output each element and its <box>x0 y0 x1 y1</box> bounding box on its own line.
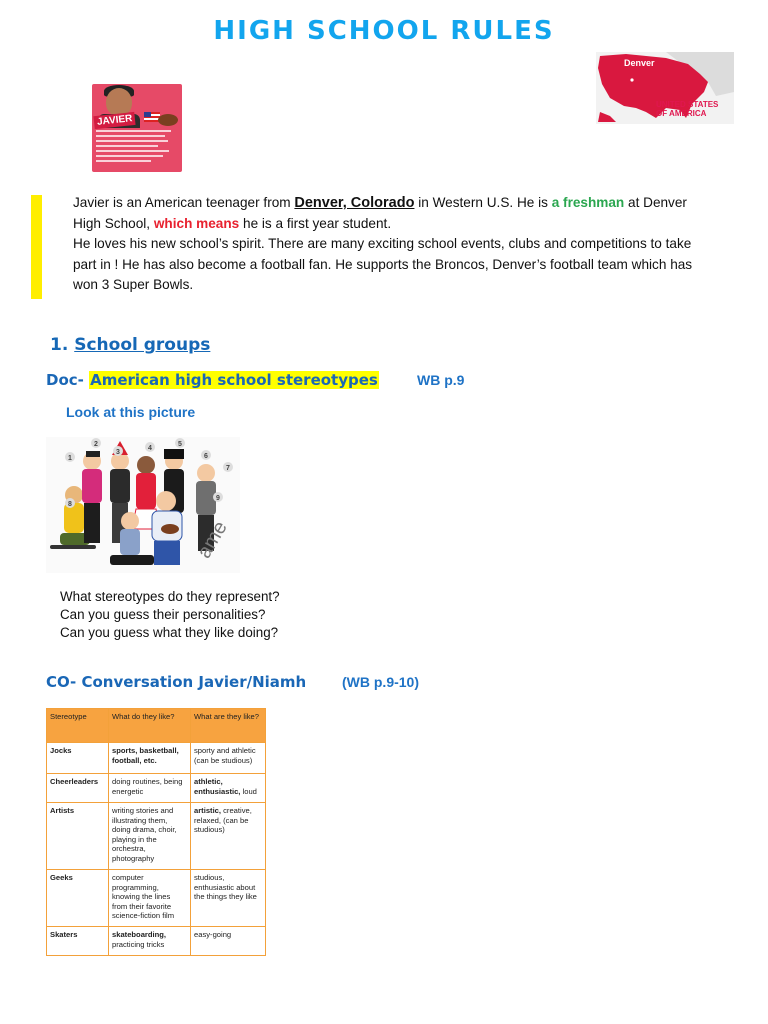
svg-text:2: 2 <box>94 441 98 448</box>
table-row <box>47 927 266 956</box>
intro-paragraph-1 <box>73 193 713 234</box>
person-2 <box>82 451 102 543</box>
svg-text:4: 4 <box>148 445 152 452</box>
section-heading <box>50 335 210 355</box>
javier-profile-card-image <box>92 84 182 172</box>
column-header: What are they like? <box>191 709 266 743</box>
table-cell: Artists <box>47 803 109 870</box>
stereotypes-table <box>46 708 266 956</box>
javier-card-name: JAVIER <box>93 112 136 129</box>
svg-text:5: 5 <box>178 441 182 448</box>
question: Can you guess what they like doing? <box>60 625 279 640</box>
intro-text-part: he is a first year student. <box>239 215 392 231</box>
intro-text <box>73 193 713 296</box>
map-country-line2: OF AMERICA <box>656 109 707 118</box>
table-cell: computer programming, knowing the lines from their favorite science-fiction film <box>109 870 191 927</box>
section-number: 1. <box>50 335 69 355</box>
doc-heading <box>46 371 379 389</box>
table-header-row <box>47 709 266 743</box>
conversation-heading: CO- Conversation Javier/Niamh <box>46 673 307 691</box>
intro-freshman: a freshman <box>551 195 625 210</box>
doc-prefix: Doc- <box>46 371 90 389</box>
table-cell: Jocks <box>47 743 109 774</box>
table-cell: Skaters <box>47 927 109 956</box>
intro-place: Denver, Colorado <box>294 195 415 211</box>
map-country-label <box>656 100 718 118</box>
questions-list <box>60 588 280 642</box>
question: Can you guess their personalities? <box>60 607 266 622</box>
intro-text-part: in Western U.S. He is <box>414 195 552 210</box>
column-header: What do they like? <box>109 709 191 743</box>
table-cell: easy-going <box>191 927 266 956</box>
football-icon <box>158 114 178 126</box>
cell-bold-text: athletic, enthusiastic, <box>194 777 241 796</box>
doc-title: American high school stereotypes <box>90 371 378 389</box>
page-title: HIGH SCHOOL RULES <box>213 16 555 46</box>
table-row <box>47 743 266 774</box>
cell-text: practicing tricks <box>112 939 165 949</box>
map-city-label: Denver <box>624 58 655 68</box>
table-cell: sports, basketball, football, etc. <box>109 743 191 774</box>
svg-text:1: 1 <box>68 455 72 462</box>
question: What stereotypes do they represent? <box>60 589 280 604</box>
table-cell: Geeks <box>47 870 109 927</box>
cell-text: loud <box>240 786 257 796</box>
map-country-line1: UNITED STATES <box>656 100 719 109</box>
svg-text:3: 3 <box>116 449 120 456</box>
cell-bold-text: skateboarding, <box>112 930 167 939</box>
intro-which-means: which means <box>153 215 240 231</box>
intro-paragraph-2: He loves his new school’s spirit. There are many exciting school events, clubs and competitions to take part in ! He has also become a football fan. He supports the Broncos, Denver’s football team which has won 3 Super Bowls. <box>73 236 693 293</box>
table-cell: sporty and athletic (can be studious) <box>191 743 266 774</box>
table-cell: studious, enthusiastic about the things they like <box>191 870 266 927</box>
table-cell: doing routines, being energetic <box>109 774 191 803</box>
table-row <box>47 803 266 870</box>
svg-text:ame: ame <box>193 517 232 563</box>
cell-bold-text: artistic, <box>194 806 222 815</box>
table-row <box>47 774 266 803</box>
table-cell: Cheerleaders <box>47 774 109 803</box>
svg-text:7: 7 <box>226 465 230 472</box>
table-cell <box>191 774 266 803</box>
svg-text:8: 8 <box>68 501 72 508</box>
card-text-lines <box>96 130 174 165</box>
intro-text-part: at Denver High School, <box>73 195 687 231</box>
workbook-reference: WB p.9 <box>417 372 465 388</box>
intro-text-part: Javier is an American teenager from <box>73 195 295 210</box>
highlight-bar <box>31 195 42 299</box>
look-instruction: Look at this picture <box>66 404 196 420</box>
table-row <box>47 870 266 927</box>
svg-text:9: 9 <box>216 495 220 502</box>
table-cell <box>109 927 191 956</box>
column-header: Stereotype <box>47 709 109 743</box>
svg-text:6: 6 <box>204 453 208 460</box>
workbook-reference-2: (WB p.9-10) <box>342 674 419 690</box>
table-cell: writing stories and illustrating them, doing drama, choir, playing in the orchestra, photography <box>109 803 191 870</box>
cell-text: creative, relaxed, (can be studious) <box>194 806 252 835</box>
stereotypes-group-picture <box>46 437 240 573</box>
section-title: School groups <box>74 335 211 355</box>
table-cell <box>191 803 266 870</box>
